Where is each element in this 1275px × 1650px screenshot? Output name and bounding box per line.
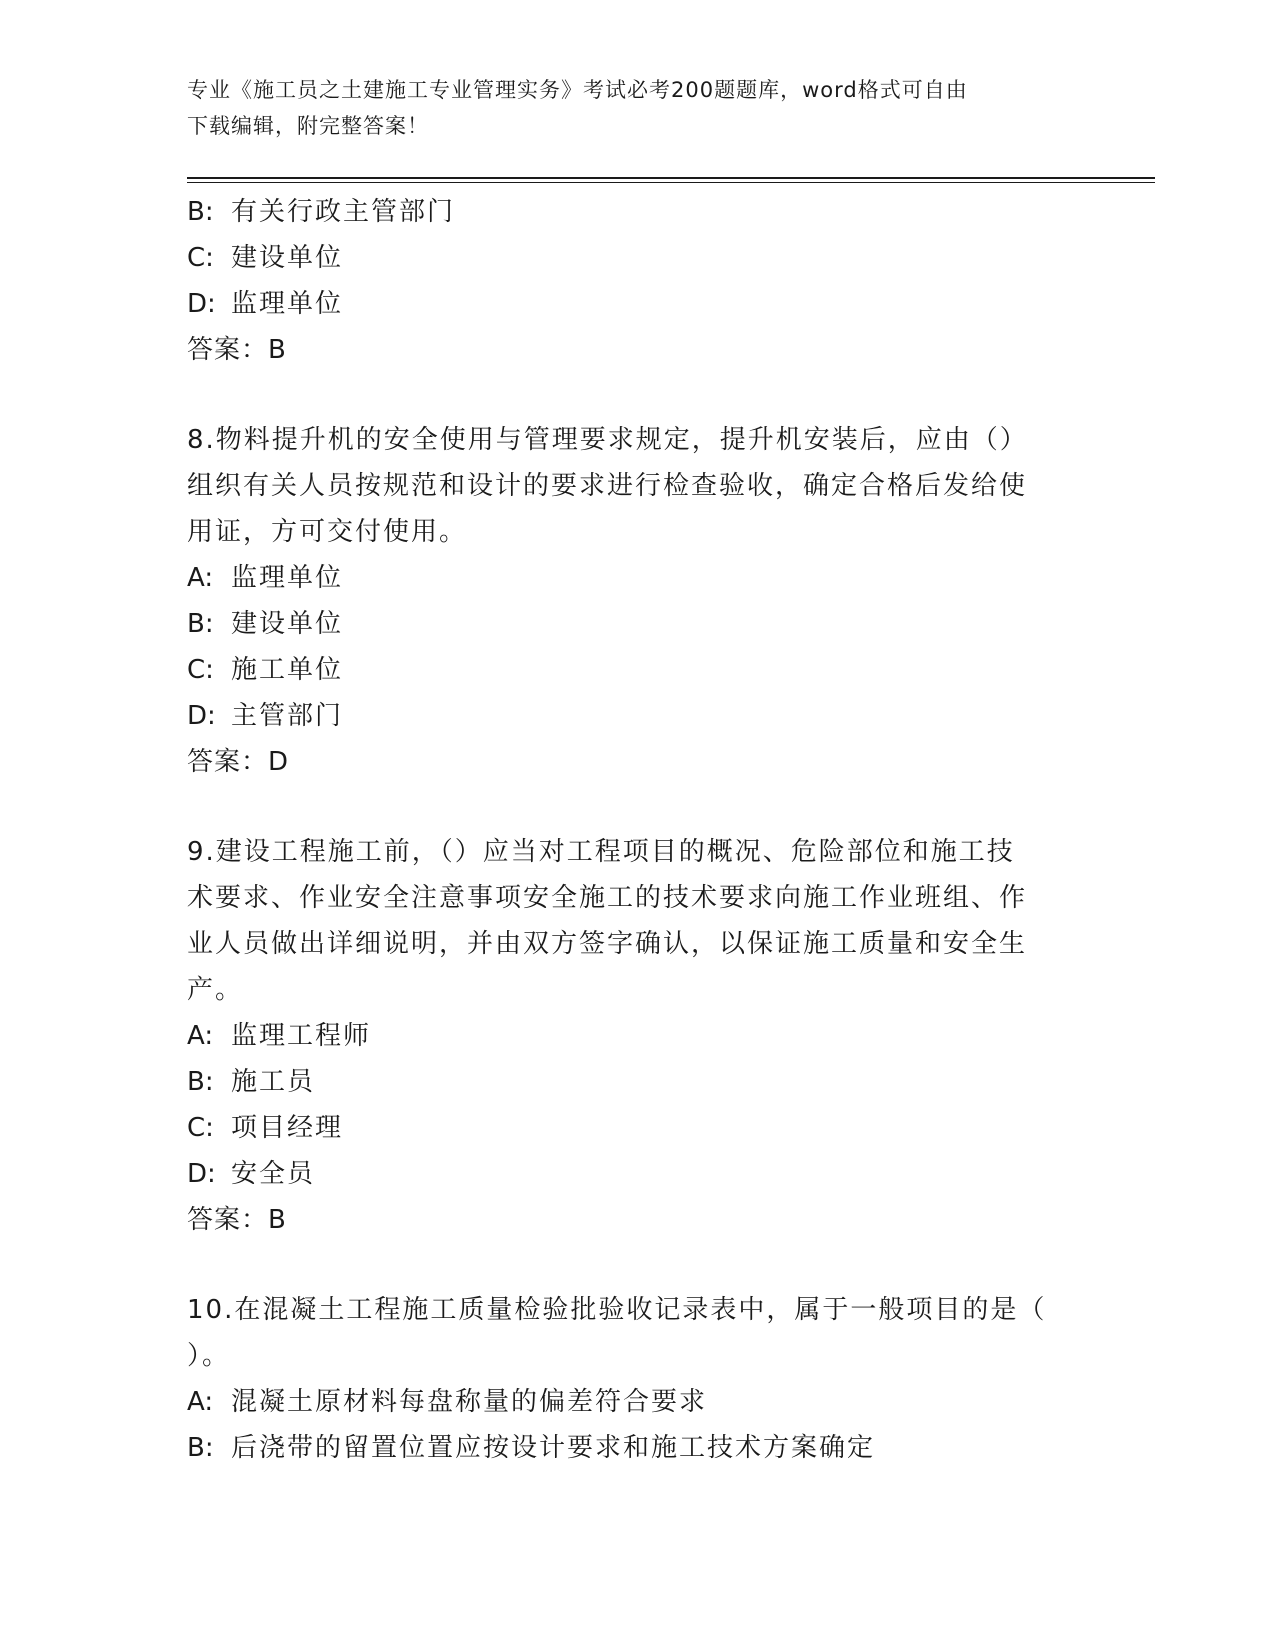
option-letter: C:	[187, 655, 214, 685]
option-letter: C:	[187, 1113, 214, 1143]
spacer	[187, 1243, 1067, 1287]
option-letter: B:	[187, 1067, 214, 1097]
option-text: 建设单位	[231, 243, 344, 273]
question-text-line: 10.在混凝土工程施工质量检验批验收记录表中，属于一般项目的是（	[187, 1295, 1047, 1325]
option-c	[187, 235, 1067, 281]
option-text: 主管部门	[231, 701, 344, 731]
option-d	[187, 693, 1067, 739]
option-letter: D:	[187, 289, 216, 319]
option-letter: D:	[187, 701, 216, 731]
question-9	[187, 829, 1067, 1243]
option-text: 安全员	[231, 1159, 316, 1189]
option-a	[187, 1013, 1067, 1059]
option-text: 施工单位	[231, 655, 344, 685]
option-a	[187, 1379, 1067, 1425]
question-text-line: 9.建设工程施工前，（）应当对工程项目的概况、危险部位和施工技	[187, 837, 1015, 867]
question-text-line: 用证，方可交付使用。	[187, 517, 468, 547]
option-letter: B:	[187, 609, 214, 639]
question-10	[187, 1287, 1067, 1471]
option-letter: A:	[187, 563, 214, 593]
question-text-line: ）。	[187, 1341, 231, 1371]
spacer	[187, 785, 1067, 829]
option-letter: D:	[187, 1159, 216, 1189]
option-c	[187, 647, 1067, 693]
option-letter: B:	[187, 1433, 214, 1463]
option-letter: A:	[187, 1387, 214, 1417]
option-b	[187, 1059, 1067, 1105]
header-line-2: 下载编辑，附完整答案！	[187, 114, 429, 138]
option-text: 有关行政主管部门	[231, 197, 456, 227]
option-letter: B:	[187, 197, 214, 227]
option-text: 混凝土原材料每盘称量的偏差符合要求	[231, 1387, 708, 1417]
option-d	[187, 1151, 1067, 1197]
option-text: 监理工程师	[231, 1021, 372, 1051]
option-b	[187, 1425, 1067, 1471]
option-b	[187, 601, 1067, 647]
option-text: 项目经理	[231, 1113, 344, 1143]
option-a	[187, 555, 1067, 601]
question-8	[187, 417, 1067, 785]
question-text-line: 业人员做出详细说明，并由双方签字确认，以保证施工质量和安全生	[187, 929, 1028, 959]
header-divider-thin	[187, 182, 1155, 183]
question-text-line: 产。	[187, 975, 244, 1005]
option-letter: A:	[187, 1021, 214, 1051]
question-text-line: 组织有关人员按规范和设计的要求进行检查验收，确定合格后发给使	[187, 471, 1028, 501]
header-divider-thick	[187, 177, 1155, 179]
option-text: 监理单位	[231, 563, 344, 593]
option-b	[187, 189, 1067, 235]
header-line-1: 专业《施工员之土建施工专业管理实务》考试必考200题题库，word格式可自由	[187, 78, 968, 102]
answer-line: 答案：D	[187, 747, 290, 777]
answer-line: 答案：B	[187, 1205, 287, 1235]
option-c	[187, 1105, 1067, 1151]
option-text: 建设单位	[231, 609, 344, 639]
spacer	[187, 373, 1067, 417]
previous-question-tail	[187, 189, 1067, 373]
document-body	[187, 189, 1067, 1471]
option-d	[187, 281, 1067, 327]
document-header	[187, 72, 1067, 144]
option-text: 监理单位	[231, 289, 344, 319]
option-text: 后浇带的留置位置应按设计要求和施工技术方案确定	[231, 1433, 876, 1463]
option-text: 施工员	[231, 1067, 316, 1097]
question-text-line: 术要求、作业安全注意事项安全施工的技术要求向施工作业班组、作	[187, 883, 1028, 913]
option-letter: C:	[187, 243, 214, 273]
answer-line: 答案：B	[187, 335, 287, 365]
question-text-line: 8.物料提升机的安全使用与管理要求规定，提升机安装后，应由（）	[187, 425, 1028, 455]
